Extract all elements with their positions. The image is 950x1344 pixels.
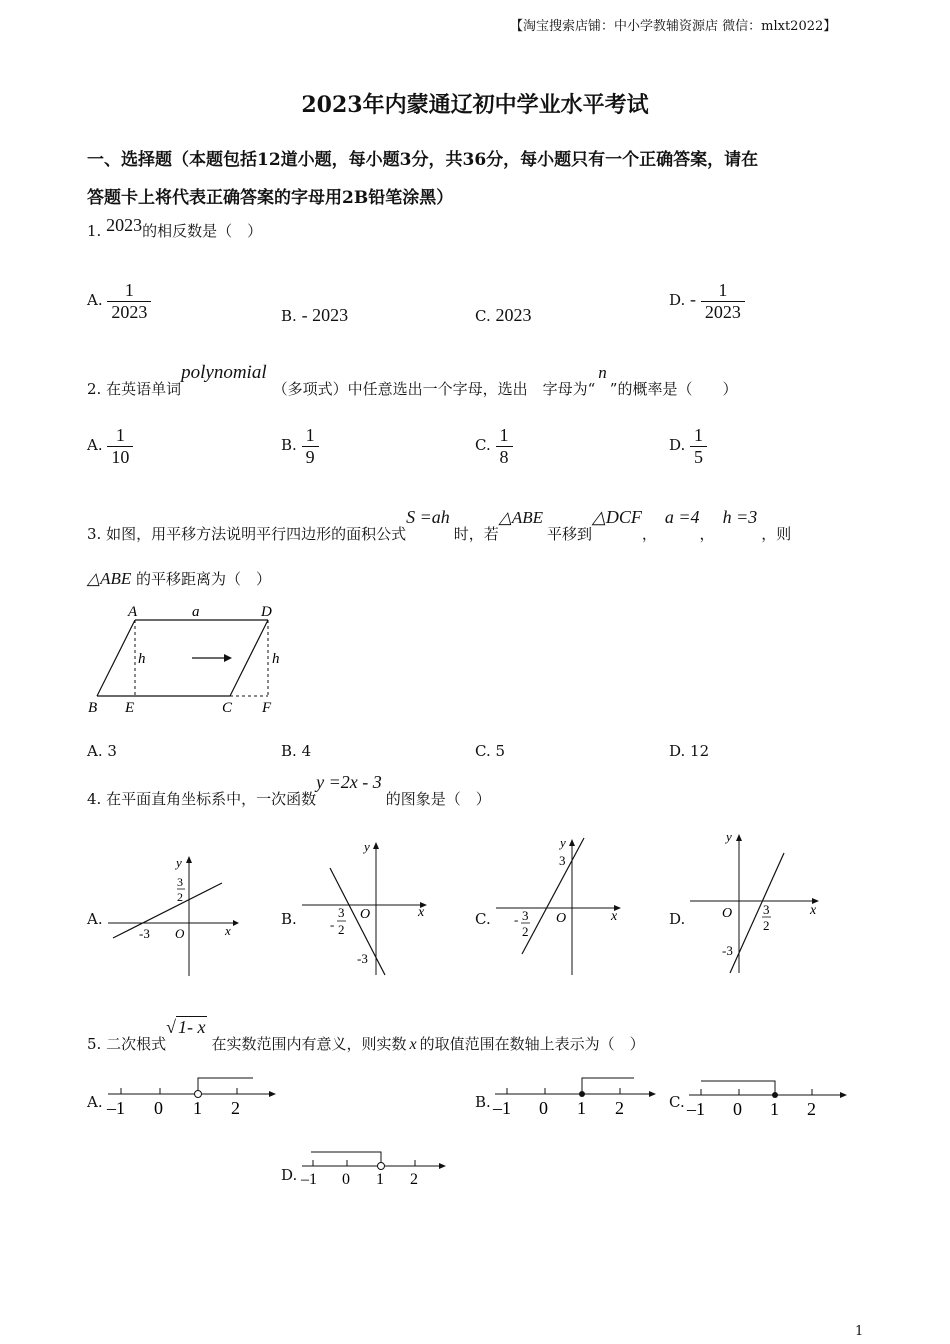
q3-stem-line2 — [87, 568, 271, 589]
label-side-a: a — [192, 604, 200, 620]
tick-label: 0 — [342, 1171, 350, 1188]
function-line — [113, 883, 222, 938]
q2-mid: （多项式）中任意选出一个字母，选出 字母为“ — [272, 380, 596, 398]
q3-t3: ，则 — [761, 525, 792, 543]
q5-var: x — [409, 1036, 417, 1053]
label-x: x — [611, 909, 618, 924]
q3-t1: 时，若 — [453, 525, 499, 543]
tick-label: 2 — [410, 1171, 418, 1188]
label-origin: O — [360, 907, 371, 922]
q5-mid: 在实数范围内有意义，则实数 — [211, 1035, 407, 1053]
q4-option-d[interactable]: D. — [669, 910, 686, 928]
q4-stem — [87, 772, 491, 808]
range-bracket — [311, 1152, 381, 1162]
tick-label: –1 — [301, 1171, 317, 1188]
q2-pre: 在英语单词 — [106, 380, 182, 398]
y-arrow-icon — [569, 839, 575, 846]
q5-option-b[interactable]: B. — [475, 1093, 491, 1111]
q1-num: 1. — [87, 222, 102, 240]
label-a: A — [128, 604, 138, 620]
q1-option-a[interactable] — [87, 280, 151, 322]
section1-line1: 一、选择题（本题包括12道小题，每小题3分，共36分，每小题只有一个正确答案，请在 — [87, 150, 759, 170]
label-f: F — [262, 700, 272, 716]
edge-dc — [230, 620, 268, 696]
q1-option-c[interactable] — [475, 305, 532, 326]
q3-comma: ， — [641, 525, 657, 543]
label-frac-den: 2 — [338, 922, 345, 937]
tick-label: –1 — [107, 1098, 125, 1118]
label-h-left: h — [138, 651, 146, 667]
q3-option-c[interactable] — [475, 742, 505, 760]
q2-num: 2. — [87, 380, 102, 398]
option-label: A. — [87, 436, 103, 455]
q5-num: 5. — [87, 1035, 102, 1053]
tick-label: 0 — [539, 1098, 548, 1118]
open-endpoint — [378, 1163, 385, 1170]
label-neg3: -3 — [139, 926, 150, 941]
q4-graph-b — [300, 835, 440, 980]
label-frac-num: 3 — [338, 905, 345, 920]
q3-comma: ， — [699, 525, 715, 543]
option-label: C. — [475, 436, 491, 455]
label-frac-den: 2 — [763, 918, 770, 933]
q3-line2-tri: △ABE — [87, 569, 132, 588]
axis-arrow-icon — [840, 1092, 847, 1098]
range-bracket — [701, 1081, 775, 1095]
fraction: $\frac{1}{8}$ — [496, 425, 513, 467]
tick-label: 2 — [807, 1099, 816, 1119]
q3-option-b[interactable] — [281, 742, 311, 760]
q3-num: 3. — [87, 525, 102, 543]
option-label: B. — [281, 742, 297, 760]
option-label: D. — [669, 742, 686, 760]
q3-tri2: △DCF — [592, 507, 642, 527]
label-origin: O — [722, 906, 733, 921]
range-bracket — [198, 1078, 253, 1090]
q4-post: 的图象是（ ） — [385, 790, 491, 808]
tick-label: 1 — [193, 1098, 202, 1118]
function-line — [730, 853, 784, 973]
q5-option-c[interactable]: C. — [669, 1093, 685, 1111]
y-arrow-icon — [373, 842, 379, 849]
label-b: B — [88, 700, 98, 716]
option-value: 4 — [301, 742, 312, 760]
label-e: E — [125, 700, 135, 716]
fraction: $\frac{1}{10}$ — [107, 425, 133, 467]
label-x: x — [418, 905, 425, 920]
q5-numberline-b — [491, 1070, 666, 1125]
q3-a-value: a =4 — [664, 507, 700, 527]
label-c: C — [222, 700, 233, 716]
q5-numberline-c — [685, 1070, 855, 1125]
shop-note: 【淘宝搜索店铺：中小学教辅资源店 微信：mlxt2022】 — [510, 19, 837, 34]
q5-numberline-d — [299, 1142, 459, 1192]
q1-text: 的相反数是（ ） — [142, 222, 263, 240]
q2-option-d[interactable] — [669, 425, 707, 467]
tick-label: 2 — [231, 1098, 240, 1118]
q4-function: y =2x - 3 — [316, 772, 382, 792]
q2-stem — [87, 362, 738, 398]
label-h-right: h — [272, 651, 280, 667]
axis-arrow-icon — [269, 1091, 276, 1097]
q5-pre: 二次根式 — [106, 1035, 167, 1053]
label-minus: - — [330, 917, 335, 932]
option-label: B. — [281, 307, 297, 325]
q3-t2: 平移到 — [547, 525, 593, 543]
q3-line2-text: 的平移距离为（ ） — [136, 570, 272, 588]
tick-label: 2 — [615, 1098, 624, 1118]
tick-label: 1 — [770, 1099, 779, 1119]
section1-line2: 答题卡上将代表正确答案的字母用2B铅笔涂黑） — [87, 188, 454, 208]
q3-pre: 如图，用平移方法说明平行四边形的面积公式 — [106, 525, 407, 543]
q5-radicand: 1- x — [178, 1017, 206, 1037]
function-line — [522, 838, 584, 954]
q4-option-b[interactable]: B. — [281, 910, 297, 928]
label-x: x — [225, 923, 231, 938]
q4-graph-d — [688, 825, 828, 975]
option-value: 3 — [107, 742, 117, 760]
tick-label: 0 — [733, 1099, 742, 1119]
tick-label: 0 — [154, 1098, 163, 1118]
q3-option-d[interactable] — [669, 742, 709, 760]
option-label: C. — [475, 307, 491, 325]
label-frac-num: 3 — [522, 908, 529, 923]
option-label: A. — [87, 742, 103, 760]
q5-numberline-a — [104, 1070, 279, 1125]
label-d: D — [261, 604, 272, 620]
label-neg3: -3 — [722, 943, 733, 958]
label-y: y — [176, 855, 182, 870]
label-frac-den: 2 — [177, 890, 183, 904]
axis-arrow-icon — [649, 1091, 656, 1097]
option-value: - 2023 — [301, 305, 349, 325]
option-label: D. — [669, 436, 686, 455]
fraction: $\frac{1}{2023}$ — [107, 280, 151, 322]
label-y: y — [560, 835, 566, 850]
minus-sign: - — [690, 289, 697, 310]
label-origin: O — [175, 926, 185, 941]
tick-label: 1 — [577, 1098, 586, 1118]
label-neg3: -3 — [357, 951, 368, 966]
q4-pre: 在平面直角坐标系中，一次函数 — [106, 790, 317, 808]
q1-option-d[interactable] — [669, 280, 745, 322]
q3-parallelogram-figure — [84, 600, 294, 720]
option-value: 2023 — [495, 305, 532, 325]
label-y: y — [726, 829, 732, 844]
axis-arrow-icon — [439, 1163, 446, 1169]
closed-endpoint — [579, 1091, 585, 1097]
label-pos3: 3 — [559, 853, 566, 868]
q4-graph-a — [105, 850, 245, 980]
arrow-head-icon — [224, 654, 232, 662]
option-value: 5 — [495, 742, 506, 760]
doc-title: 2023年内蒙通辽初中学业水平考试 — [301, 92, 649, 118]
q1-stem — [87, 215, 263, 241]
q2-option-c[interactable] — [475, 425, 513, 467]
q2-option-b[interactable] — [281, 425, 319, 467]
q3-h-value: h =3 — [722, 507, 758, 527]
range-bracket — [582, 1078, 634, 1094]
fraction: $\frac{1}{5}$ — [690, 425, 707, 467]
tick-label: –1 — [493, 1098, 511, 1118]
q2-word: polynomial — [181, 362, 267, 383]
edge-ab — [97, 620, 135, 696]
q1-value: 2023 — [106, 215, 143, 235]
fraction: $\frac{1}{9}$ — [302, 425, 319, 467]
q4-option-c[interactable]: C. — [475, 910, 491, 928]
sqrt-icon: √ — [166, 1017, 176, 1037]
label-frac-den: 2 — [522, 924, 529, 939]
page-number: 1 — [855, 1324, 864, 1339]
option-label: B. — [281, 436, 297, 455]
label-frac-num: 3 — [763, 902, 770, 917]
option-label: C. — [475, 742, 491, 760]
q5-option-a[interactable]: A. — [87, 1093, 103, 1111]
q2-option-a[interactable] — [87, 425, 133, 467]
tick-label: –1 — [687, 1099, 705, 1119]
tick-label: 1 — [376, 1171, 384, 1188]
q3-stem — [87, 507, 792, 543]
q4-num: 4. — [87, 790, 102, 808]
option-value: 12 — [690, 742, 710, 760]
y-arrow-icon — [736, 834, 742, 841]
q3-formula: S =ah — [406, 507, 450, 527]
q5-stem — [87, 1017, 645, 1053]
y-arrow-icon — [186, 856, 192, 863]
q3-tri1: △ABE — [498, 508, 544, 527]
label-x: x — [810, 903, 817, 918]
label-minus: - — [514, 912, 519, 927]
q1-option-b[interactable] — [281, 305, 348, 326]
closed-endpoint — [772, 1092, 778, 1098]
q4-graph-c — [494, 832, 634, 980]
q5-post: 的取值范围在数轴上表示为（ ） — [419, 1035, 645, 1053]
option-label: D. — [669, 291, 686, 310]
open-endpoint — [195, 1091, 202, 1098]
q4-option-a[interactable]: A. — [87, 910, 103, 928]
q2-post: ”的概率是（ ） — [609, 380, 738, 398]
label-y: y — [364, 839, 370, 854]
fraction: $\frac{1}{2023}$ — [701, 280, 745, 322]
q3-option-a[interactable] — [87, 742, 117, 760]
label-origin: O — [556, 911, 567, 926]
option-label: A. — [87, 291, 103, 310]
label-frac-num: 3 — [177, 875, 183, 889]
q5-option-d[interactable]: D. — [281, 1166, 298, 1184]
x-arrow-icon — [233, 920, 239, 926]
q2-letter: n — [598, 363, 607, 382]
